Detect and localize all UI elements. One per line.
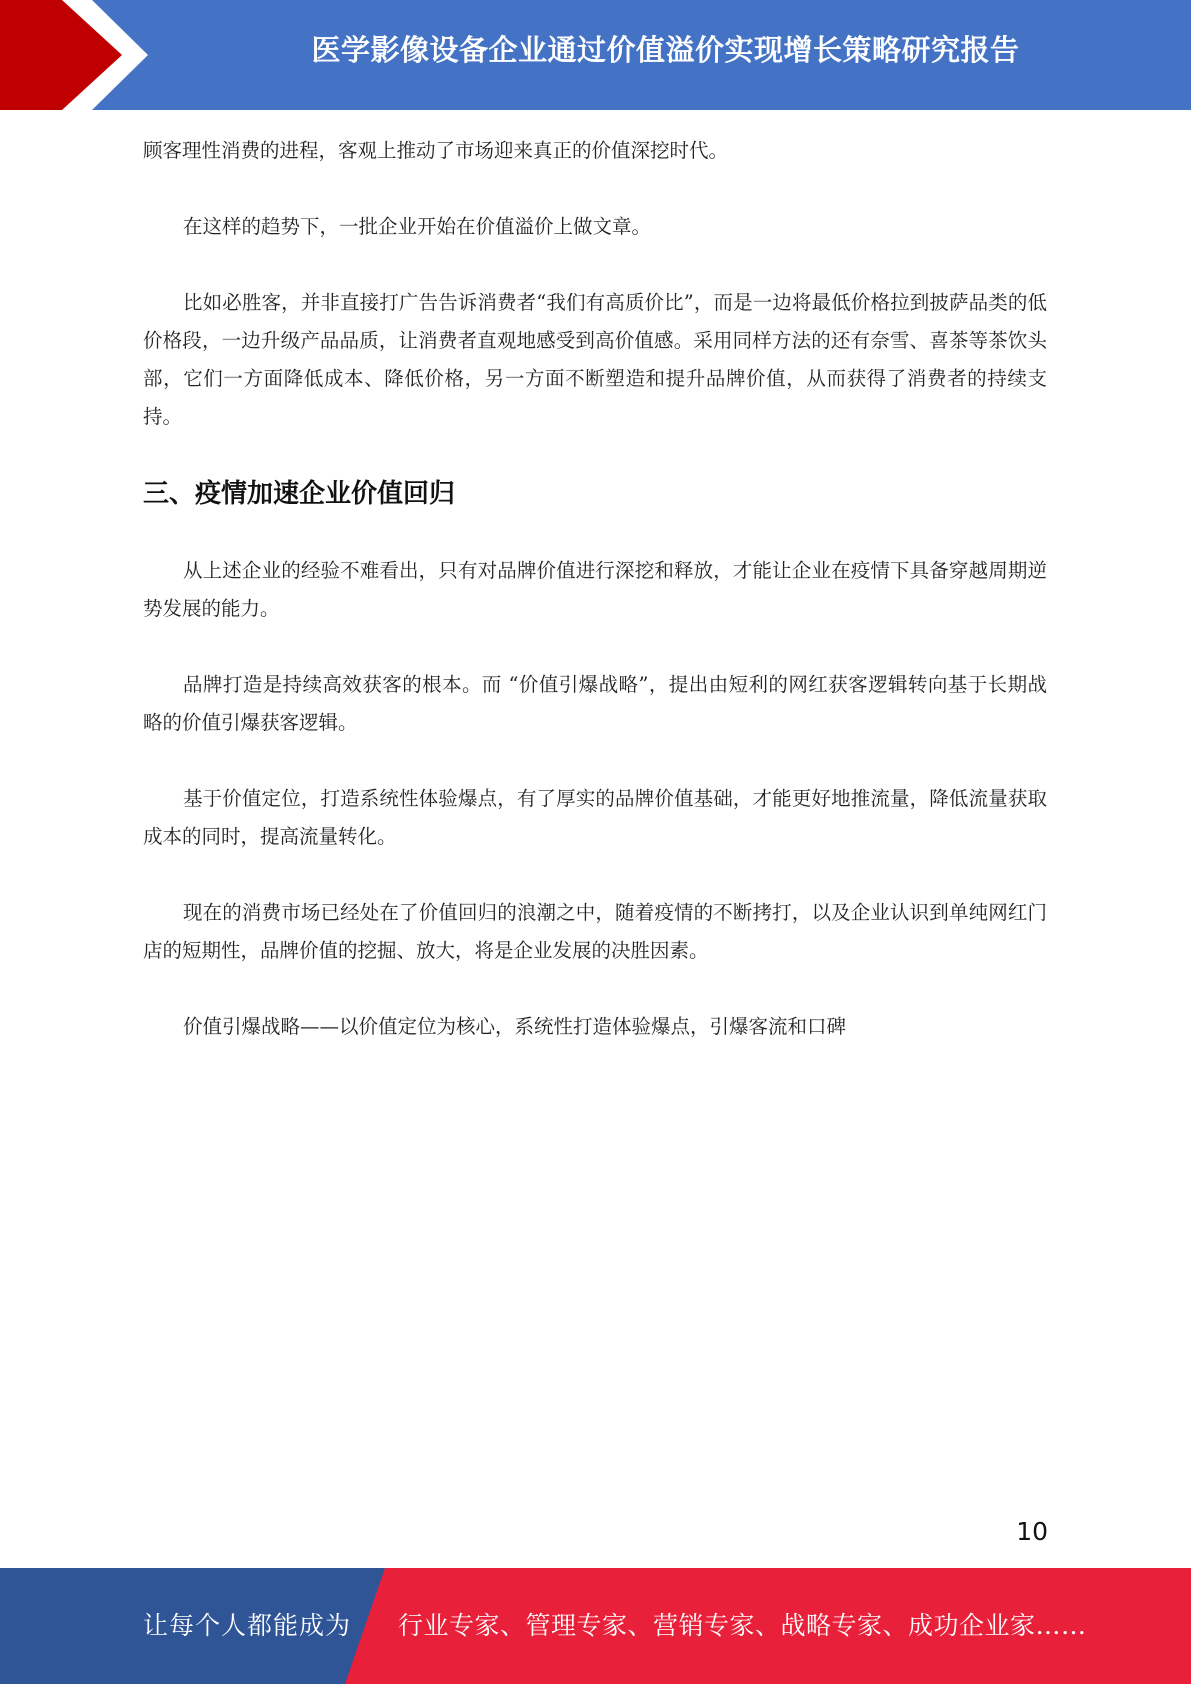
footer-slogan-right: 行业专家、管理专家、营销专家、战略专家、成功企业家…… [398,1611,1087,1640]
page-header [0,0,1191,110]
paragraph: 比如必胜客，并非直接打广告告诉消费者“我们有高质价比”，而是一边将最低价格拉到披萨品类的低价格段，一边升级产品品质，让消费者直观地感受到高价值感。采用同样方法的还有奈雪、喜茶等茶饮头部，它们一方面降低成本、降低价格，另一方面不断塑造和提升品牌价值，从而获得了消费者的持续支持。 [143,291,1047,428]
section-heading: 三、疫情加速企业价值回归 [143,479,456,509]
paragraph: 现在的消费市场已经处在了价值回归的浪潮之中，随着疫情的不断拷打，以及企业认识到单纯网红门店的短期性，品牌价值的挖掘、放大，将是企业发展的决胜因素。 [143,901,1047,962]
page-footer [0,1568,1191,1684]
paragraph: 从上述企业的经验不难看出，只有对品牌价值进行深挖和释放，才能让企业在疫情下具备穿越周期逆势发展的能力。 [143,559,1047,620]
paragraph: 顾客理性消费的进程，客观上推动了市场迎来真正的价值深挖时代。 [143,139,729,162]
page-number: 10 [1016,1517,1048,1546]
paragraph: 品牌打造是持续高效获客的根本。而 “价值引爆战略”，提出由短利的网红获客逻辑转向基于长期战略的价值引爆获客逻辑。 [143,673,1047,734]
header-title: 医学影像设备企业通过价值溢价实现增长策略研究报告 [311,33,1020,67]
document-body [143,132,1047,1084]
header-arrow-decoration [0,0,160,110]
paragraph: 价值引爆战略——以价值定位为核心，系统性打造体验爆点，引爆客流和口碑 [183,1015,847,1038]
footer-slogan-left: 让每个人都能成为 [143,1611,352,1640]
paragraph: 在这样的趋势下，一批企业开始在价值溢价上做文章。 [183,215,652,238]
paragraph: 基于价值定位，打造系统性体验爆点，有了厚实的品牌价值基础，才能更好地推流量，降低流量获取成本的同时，提高流量转化。 [143,787,1047,848]
